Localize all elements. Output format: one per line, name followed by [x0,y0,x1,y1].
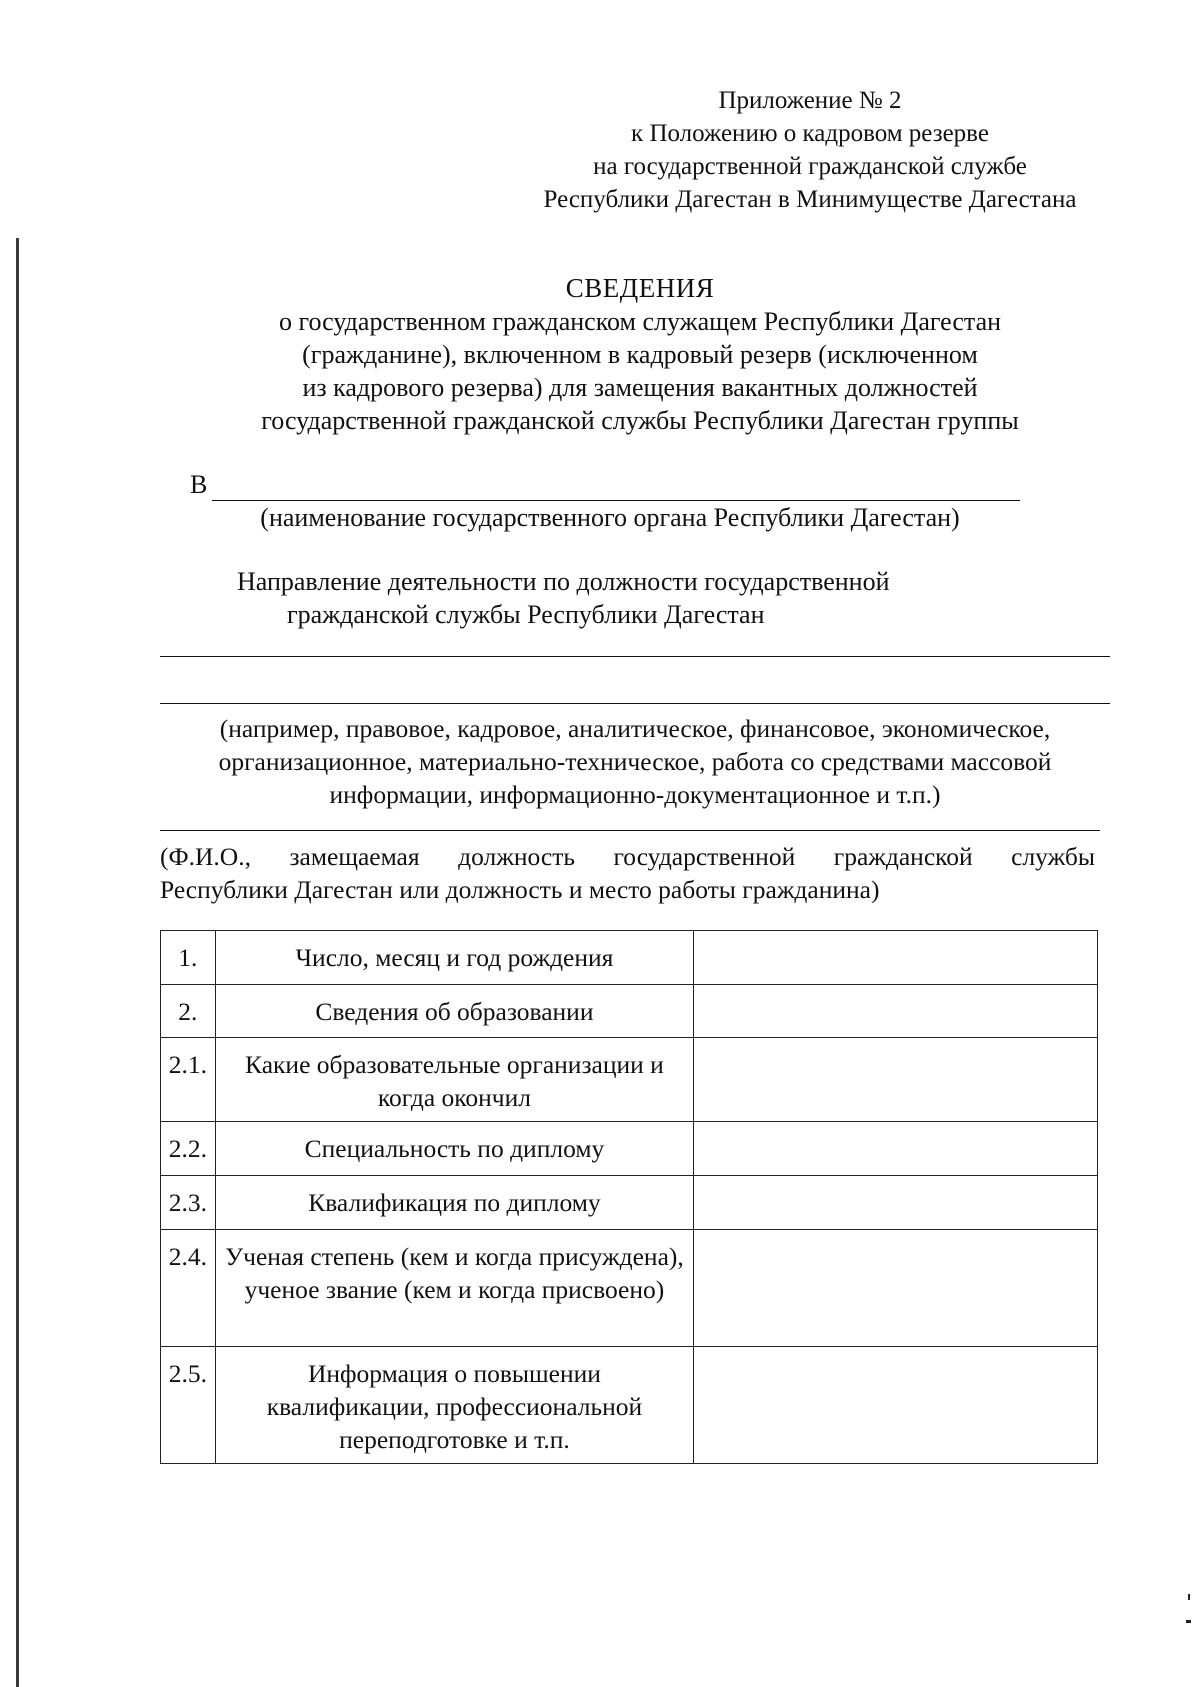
title-main: СВЕДЕНИЯ [565,273,715,303]
scan-edge-line [16,238,19,1687]
direction-fill-line[interactable] [160,656,1110,657]
fio-fill-line[interactable] [160,830,1100,831]
row-value-cell[interactable] [694,1230,1098,1347]
organ-fill-line[interactable] [212,500,1020,501]
title-line: государственной гражданской службы Республики Дагестан группы [261,406,1019,435]
fio-line: (Ф.И.О., замещаемая должность государственной гражданской службы [160,842,1095,871]
direction-heading [237,565,997,631]
row-label: Сведения об образовании [215,985,693,1038]
table-row [161,985,1098,1038]
table-row [161,1230,1098,1347]
examples-line: информации, информационно-документационное и т.п.) [329,780,941,809]
table-row [161,1038,1098,1122]
row-value-cell[interactable] [694,931,1098,985]
row-number: 1. [161,931,216,985]
row-value-cell[interactable] [694,1038,1098,1122]
row-number: 2.3. [161,1176,216,1230]
table-row [161,1347,1098,1464]
row-label: Ученая степень (кем и когда присуждена), ученое звание (кем и когда присвоено) [215,1230,693,1347]
row-number: 2.2. [161,1122,216,1176]
title-line: (гражданине), включенном в кадровый резерв (исключенном [302,340,978,369]
row-value-cell[interactable] [694,985,1098,1038]
appendix-line: к Положению о кадровом резерве [631,120,989,147]
row-value-cell[interactable] [694,1122,1098,1176]
appendix-line: на государственной гражданской службе [593,153,1027,180]
direction-examples [160,712,1110,811]
row-label: Информация о повышении квалификации, профессиональной переподготовке и т.п. [215,1347,693,1464]
title-line: о государственном гражданском служащем Республики Дагестан [278,307,1002,336]
row-label: Квалификация по диплому [215,1176,693,1230]
row-number: 2.5. [161,1347,216,1464]
direction-line: Направление деятельности по должности государственной [237,567,890,596]
scan-speck [1188,1594,1190,1600]
row-number: 2. [161,985,216,1038]
document-title [200,272,1080,437]
table-row [161,1176,1098,1230]
direction-fill-line[interactable] [160,703,1110,704]
title-line: из кадрового резерва) для замещения вакантных должностей [302,373,978,402]
organ-caption: (наименование государственного органа Республики Дагестан) [260,503,960,532]
examples-line: (например, правовое, кадровое, аналитическое, финансовое, экономическое, [219,714,1051,743]
info-table [160,930,1098,1464]
row-number: 2.4. [161,1230,216,1347]
fio-line: Республики Дагестан или должность и место работы гражданина) [160,875,880,904]
scan-speck [1186,1620,1191,1623]
row-value-cell[interactable] [694,1176,1098,1230]
appendix-line: Республики Дагестан в Минимуществе Дагестана [543,186,1077,213]
organ-field [190,470,1020,506]
fio-caption [160,840,1095,906]
row-label: Какие образовательные организации и когда окончил [215,1038,693,1122]
direction-line: гражданской службы Республики Дагестан [287,600,765,629]
row-label: Число, месяц и год рождения [215,931,693,985]
row-value-cell[interactable] [694,1347,1098,1464]
appendix-line: Приложение № 2 [718,87,902,114]
organ-prefix: В [190,470,208,499]
row-number: 2.1. [161,1038,216,1122]
appendix-header [520,84,1100,216]
table-row [161,931,1098,985]
examples-line: организационное, материально-техническое, работа со средствами массовой [218,747,1052,776]
row-label: Специальность по диплому [215,1122,693,1176]
table-row [161,1122,1098,1176]
